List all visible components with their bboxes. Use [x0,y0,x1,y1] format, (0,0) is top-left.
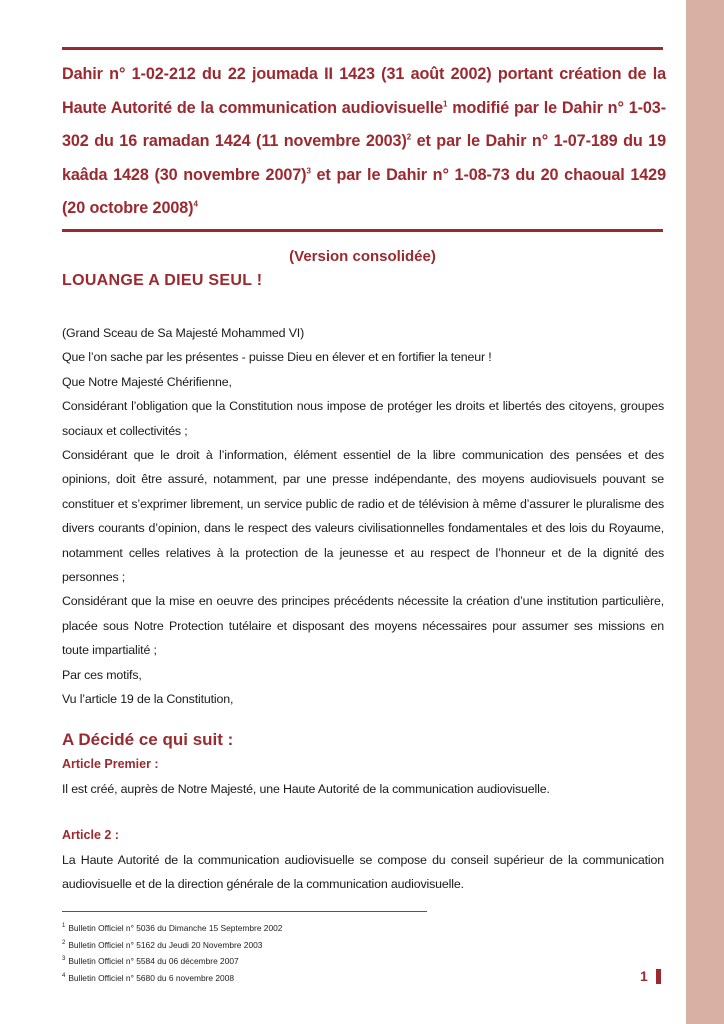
title-top-rule [62,47,663,50]
preamble-paragraph: Considérant l’obligation que la Constitution nous impose de protéger les droits et libertés des citoyens, groupes sociaux et collectivités ; [62,399,664,438]
footnote-item [62,936,462,953]
preamble [62,321,664,712]
title-part-1: Dahir n° 1-02-212 du 22 joumada II 1423 (31 août 2002) portant création de la Haute Autorité de la communication audiovisuelle [62,65,666,117]
preamble-paragraph: (Grand Sceau de Sa Majesté Mohammed VI) [62,326,305,340]
footnote-text: Bulletin Officiel n° 5584 du 06 décembre 2007 [68,955,239,966]
document-title [62,58,666,226]
preamble-paragraph: Que Notre Majesté Chérifienne, [62,374,232,389]
footnotes [62,919,462,985]
page-number-marker [656,969,661,984]
side-decorative-band [686,0,724,1024]
preamble-paragraph: Que l’on sache par les présentes - puisse Dieu en élever et en fortifier la teneur ! [62,350,492,365]
title-footnote-ref-3: 3 [306,166,311,176]
footnote-number: 3 [62,956,66,963]
title-part-2: modifié par le Dahir n° 1-03-302 du 16 ramadan 1424 (11 novembre 2003) [62,98,666,151]
title-footnote-ref-2: 2 [406,132,412,142]
title-footnote-ref-4: 4 [193,199,198,209]
footnote-item [62,952,462,969]
title-bottom-rule [62,229,663,232]
article-2-title: Article 2 : [62,828,119,842]
article-1-title: Article Premier : [62,757,159,771]
footnote-number: 1 [62,923,66,929]
preamble-paragraph: Par ces motifs, [62,667,142,682]
footnote-number: 2 [62,939,66,946]
louange-heading: LOUANGE A DIEU SEUL ! [62,272,263,289]
footnote-item [62,969,462,986]
footnote-number: 4 [62,972,66,979]
decision-heading: A Décidé ce qui suit : [62,730,234,749]
footnote-text: Bulletin Officiel n° 5162 du Jeudi 20 Novembre 2003 [68,939,263,950]
title-part-3: et par le Dahir n° 1-07-189 du 19 kaâda 1428 (30 novembre 2007) [62,132,666,184]
article-1-body: Il est créé, auprès de Notre Majesté, une Haute Autorité de la communication audiovisuelle. [62,782,550,796]
page-number: 1 [640,968,648,984]
title-part-4: et par le Dahir n° 1-08-73 du 20 chaoual 1429 (20 octobre 2008) [62,165,666,218]
footnote-item [62,919,462,936]
preamble-paragraph: Considérant que le droit à l’information, élément essentiel de la libre communication des pensées et des opinions, doit être assuré, notamment, par une presse indépendante, des moyens audiovisuels pouvant se constituer et s’exprimer librement, un service public de radio et de télévision à même d’assurer le pluralisme des divers courants d’opinion, dans le respect des valeurs civilisationnelles fondamentales et des lois du Royaume, notamment celles relatives à la protection de la jeunesse et au respect de l’honneur et de la dignité des personnes ; [62,448,664,585]
article-2-body: La Haute Autorité de la communication audiovisuelle se compose du conseil supérieur de la communication audiovisuelle et de la direction générale de la communication audiovisuelle. [62,853,664,892]
title-footnote-ref-1: 1 [443,99,448,109]
footnote-text: Bulletin Officiel n° 5036 du Dimanche 15 Septembre 2002 [68,922,283,933]
footnote-separator [62,911,427,912]
preamble-paragraph: Considérant que la mise en oeuvre des principes précédents nécessite la création d’une institution particulière, placée sous Notre Protection tutélaire et disposant des moyens nécessaires pour assumer ses missions en toute impartialité ; [62,594,664,658]
preamble-paragraph: Vu l’article 19 de la Constitution, [62,692,234,707]
footnote-text: Bulletin Officiel n° 5680 du 6 novembre 2008 [68,972,235,983]
version-label: (Version consolidée) [289,248,436,265]
